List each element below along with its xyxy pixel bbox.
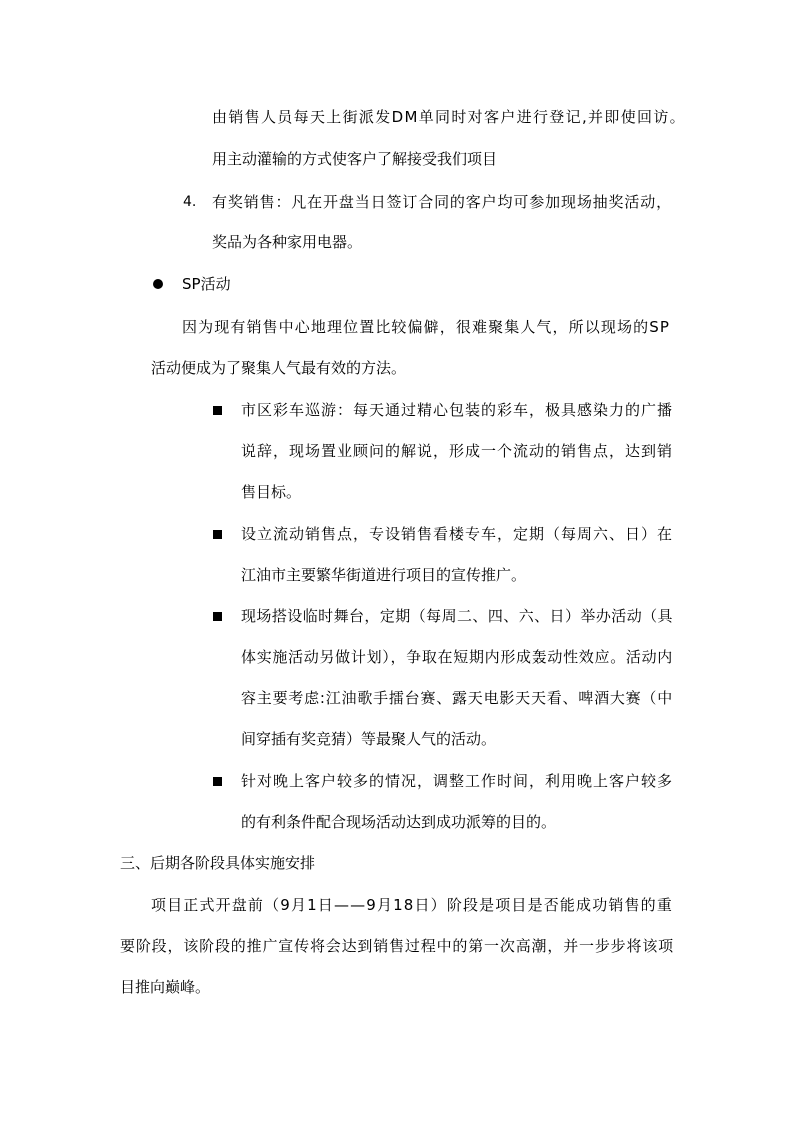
list-item-line: 针对晚上客户较多的情况，调整工作时间，利用晚上客户较多 (241, 772, 673, 790)
paragraph-line: 目推向巅峰。 (120, 978, 211, 996)
paragraph-line: 由销售人员每天上街派发DM单同时对客户进行登记,并即使回访。 (212, 108, 686, 126)
paragraph-line: 活动便成为了聚集人气最有效的方法。 (151, 359, 407, 377)
paragraph-line: 项目正式开盘前（9月1日——9月18日）阶段是项目是否能成功销售的重 (151, 896, 673, 914)
bullet-square-icon (213, 406, 222, 415)
paragraph-line: 因为现有销售中心地理位置比较偏僻，很难聚集人气，所以现场的SP (182, 318, 670, 336)
list-item-line: 体实施活动另做计划），争取在短期内形成轰动性效应。活动内 (241, 648, 673, 666)
section-heading-sp: SP活动 (182, 275, 231, 293)
list-number: 4. (183, 194, 197, 210)
bullet-dot-icon (153, 279, 163, 289)
list-item-line: 市区彩车巡游：每天通过精心包装的彩车，极具感染力的广播 (241, 401, 673, 419)
paragraph-line: 用主动灌输的方式使客户了解接受我们项目 (212, 150, 498, 168)
paragraph-line: 有奖销售：凡在开盘当日签订合同的客户均可参加现场抽奖活动， (212, 193, 672, 211)
list-item-line: 江油市主要繁华街道进行项目的宣传推广。 (241, 566, 527, 584)
bullet-square-icon (213, 777, 222, 786)
bullet-square-icon (213, 530, 222, 539)
section-heading-3: 三、后期各阶段具体实施安排 (120, 854, 316, 872)
bullet-square-icon (213, 612, 222, 621)
list-item-line: 说辞，现场置业顾问的解说，形成一个流动的销售点，达到销 (241, 442, 673, 460)
list-item-line: 的有利条件配合现场活动达到成功派筹的目的。 (241, 813, 557, 831)
list-item-line: 间穿插有奖竞猜）等最聚人气的活动。 (241, 730, 497, 748)
paragraph-line: 要阶段，该阶段的推广宣传将会达到销售过程中的第一次高潮，并一步步将该项 (120, 937, 674, 955)
list-item-line: 设立流动销售点，专设销售看楼专车，定期（每周六、日）在 (241, 525, 673, 543)
list-item-line: 售目标。 (241, 483, 302, 501)
list-item-line: 现场搭设临时舞台，定期（每周二、四、六、日）举办活动（具 (241, 607, 673, 625)
list-item-line: 容主要考虑:江油歌手擂台赛、露天电影天天看、啤酒大赛（中 (241, 689, 673, 707)
paragraph-line: 奖品为各种家用电器。 (212, 233, 363, 251)
